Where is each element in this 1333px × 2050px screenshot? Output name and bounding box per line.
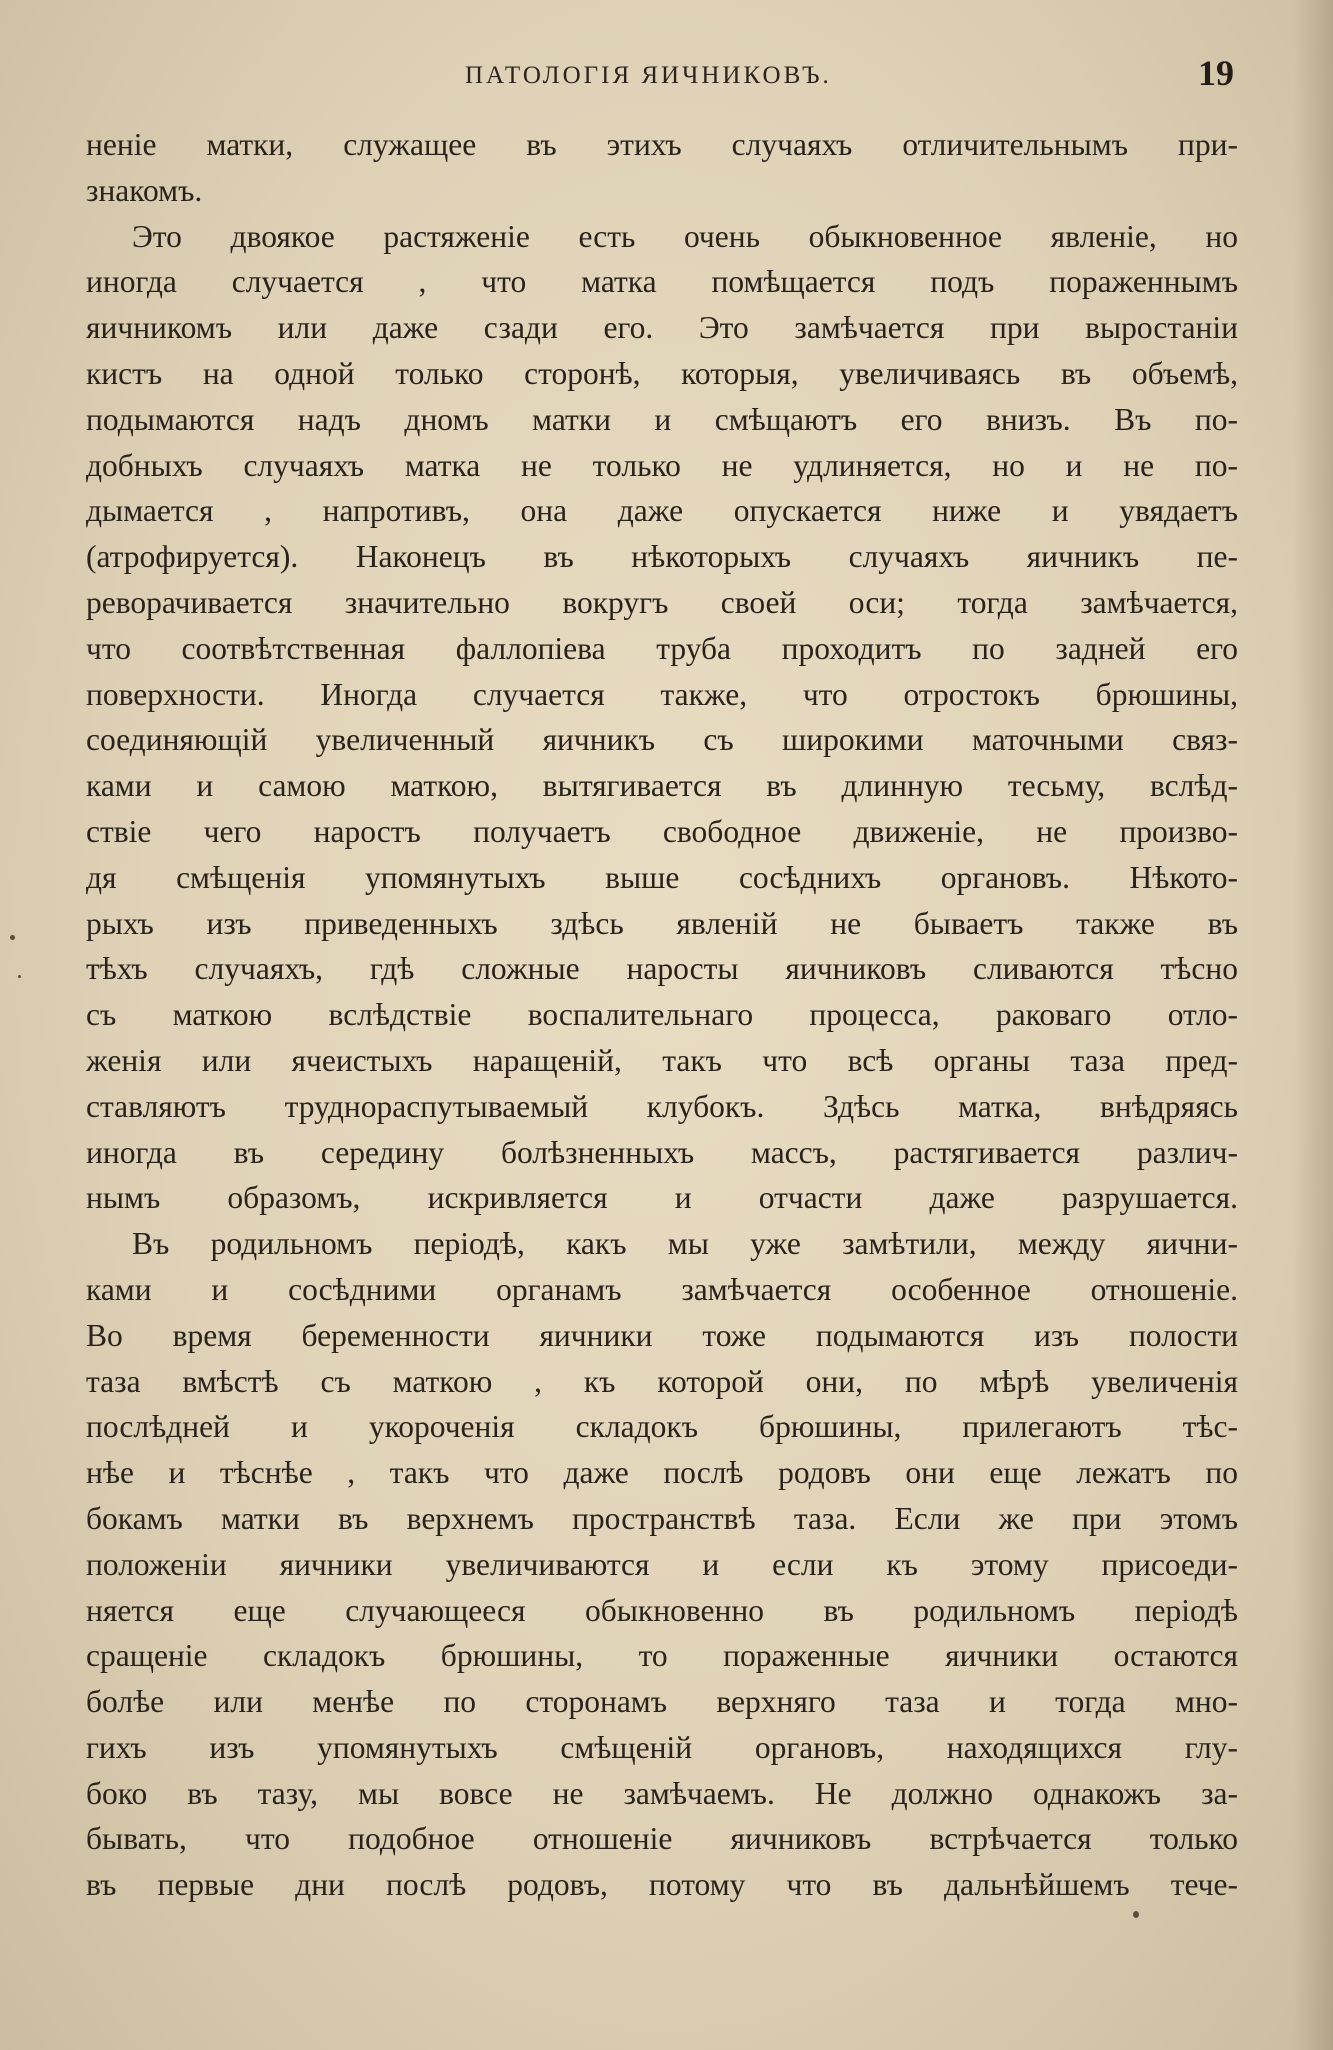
text-line-content: положеніи яичники увеличиваются и если къ этому присоеди- <box>86 1546 1238 1582</box>
page-edge-shadow <box>1293 0 1333 2050</box>
text-line-content: неніе матки, служащее въ этихъ случаяхъ отличительнымъ при- <box>86 127 1238 162</box>
ink-speck <box>18 975 21 978</box>
body-text <box>86 122 1238 1908</box>
text-line-content: ставляютъ труднораспутываемый клубокъ. Здѣсь матка, внѣдряясь <box>86 1088 1238 1124</box>
text-line <box>86 1816 1238 1862</box>
text-line-content: боко въ тазу, мы вовсе не замѣчаемъ. Не должно однакожъ за- <box>86 1775 1238 1811</box>
text-line <box>86 443 1238 489</box>
text-line-content: кистъ на одной только сторонѣ, которыя, увеличиваясь въ объемѣ, <box>86 355 1238 391</box>
text-line <box>86 901 1238 947</box>
text-line <box>86 1633 1238 1679</box>
text-line-content: няется еще случающееся обыкновенно въ родильномъ періодѣ <box>86 1592 1238 1628</box>
text-line-content: ками и сосѣдними органамъ замѣчается особенное отношеніе. <box>86 1271 1238 1307</box>
text-line-content: рыхъ изъ приведенныхъ здѣсь явленій не бываетъ также въ <box>86 905 1238 941</box>
text-line-content: ствіе чего наростъ получаетъ свободное движеніе, не произво- <box>86 813 1238 849</box>
text-line-content: яичникомъ или даже сзади его. Это замѣчается при выростаніи <box>86 310 1238 346</box>
text-line-content: нѣе и тѣснѣе , такъ что даже послѣ родовъ они еще лежатъ по <box>86 1455 1238 1491</box>
ink-speck <box>10 935 15 940</box>
text-line <box>86 1771 1238 1817</box>
text-line-content: бокамъ матки въ верхнемъ пространствѣ таза. Если же при этомъ <box>86 1500 1238 1536</box>
text-line <box>86 946 1238 992</box>
text-line-content: что соотвѣтственная фаллопіева труба проходитъ по задней его <box>86 630 1238 666</box>
text-line-content: Въ родильномъ періодѣ, какъ мы уже замѣтили, между яични- <box>132 1226 1238 1262</box>
text-line <box>86 1496 1238 1542</box>
text-line <box>86 259 1238 305</box>
text-line <box>86 1221 1238 1267</box>
text-line-content: подымаются надъ дномъ матки и смѣщаютъ его внизъ. Въ по- <box>86 401 1238 437</box>
text-line-content: иногда случается , что матка помѣщается подъ пораженнымъ <box>86 264 1238 300</box>
text-line <box>86 1542 1238 1588</box>
text-line-content: съ маткою вслѣдствіе воспалительнаго процесса, раковаго отло- <box>86 997 1238 1033</box>
text-line <box>86 1725 1238 1771</box>
text-line-content: послѣдней и укороченія складокъ брюшины, прилегаютъ тѣс- <box>86 1409 1238 1445</box>
text-line <box>86 1175 1238 1221</box>
text-line <box>86 397 1238 443</box>
text-line <box>86 1450 1238 1496</box>
text-line <box>86 122 1238 168</box>
text-line-content: знакомъ. <box>86 172 203 208</box>
text-line <box>86 351 1238 397</box>
ink-speck <box>1133 1911 1139 1918</box>
text-line-content: дымается , напротивъ, она даже опускается ниже и увядаетъ <box>86 493 1238 529</box>
text-line-content: сращеніе складокъ брюшины, то пораженные яичники остаются <box>86 1638 1238 1674</box>
text-line-content: гихъ изъ упомянутыхъ смѣщеній органовъ, находящихся глу- <box>86 1729 1238 1765</box>
text-line-content: женія или ячеистыхъ наращеній, такъ что всѣ органы таза пред- <box>86 1042 1238 1078</box>
text-line <box>86 1862 1238 1908</box>
text-line <box>86 1038 1238 1084</box>
text-line-content: бывать, что подобное отношеніе яичниковъ встрѣчается только <box>86 1821 1238 1857</box>
text-line <box>86 580 1238 626</box>
text-line <box>86 534 1238 580</box>
text-line-content: Во время беременности яичники тоже подымаются изъ полости <box>86 1317 1238 1353</box>
text-line-content: дя смѣщенія упомянутыхъ выше сосѣднихъ органовъ. Нѣкото- <box>86 859 1238 895</box>
running-head <box>0 52 1333 102</box>
text-line <box>86 992 1238 1038</box>
text-line <box>86 1313 1238 1359</box>
text-line-content: нымъ образомъ, искривляется и отчасти даже разрушается. <box>86 1180 1238 1216</box>
text-line <box>86 168 1238 214</box>
text-line <box>86 214 1238 260</box>
text-line <box>86 763 1238 809</box>
text-line <box>86 1084 1238 1130</box>
text-line-content: соединяющій увеличенный яичникъ съ широкими маточными связ- <box>86 722 1238 758</box>
text-line-content: таза вмѣстѣ съ маткою , къ которой они, по мѣрѣ увеличенія <box>86 1363 1238 1399</box>
text-line <box>86 717 1238 763</box>
text-line-content: иногда въ середину болѣзненныхъ массъ, растягивается различ- <box>86 1134 1238 1170</box>
text-line <box>86 672 1238 718</box>
text-line-content: (атрофируется). Наконецъ въ нѣкоторыхъ случаяхъ яичникъ пе- <box>86 539 1238 575</box>
text-line <box>86 305 1238 351</box>
text-line <box>86 1404 1238 1450</box>
text-line-content: тѣхъ случаяхъ, гдѣ сложные наросты яичниковъ сливаются тѣсно <box>86 951 1238 987</box>
text-line-content: поверхности. Иногда случается также, что отростокъ брюшины, <box>86 676 1238 712</box>
text-line <box>86 1359 1238 1405</box>
text-line <box>86 1130 1238 1176</box>
page-number: 19 <box>1198 53 1234 93</box>
text-line <box>86 626 1238 672</box>
text-line-content: Это двоякое растяженіе есть очень обыкновенное явленіе, но <box>132 218 1238 254</box>
text-line <box>86 1588 1238 1634</box>
text-line <box>86 488 1238 534</box>
text-line <box>86 809 1238 855</box>
text-line-content: реворачивается значительно вокругъ своей оси; тогда замѣчается, <box>86 584 1238 620</box>
text-line <box>86 1679 1238 1725</box>
text-line <box>86 855 1238 901</box>
text-line <box>86 1267 1238 1313</box>
text-line-content: болѣе или менѣе по сторонамъ верхняго таза и тогда мно- <box>86 1684 1238 1720</box>
text-line-content: добныхъ случаяхъ матка не только не удлиняется, но и не по- <box>86 447 1238 483</box>
text-line-content: въ первые дни послѣ родовъ, потому что въ дальнѣйшемъ тече- <box>86 1867 1238 1903</box>
running-title: ПАТОЛОГІЯ ЯИЧНИКОВЪ. <box>465 62 832 89</box>
text-line-content: ками и самою маткою, вытягивается въ длинную тесьму, вслѣд- <box>86 768 1238 804</box>
